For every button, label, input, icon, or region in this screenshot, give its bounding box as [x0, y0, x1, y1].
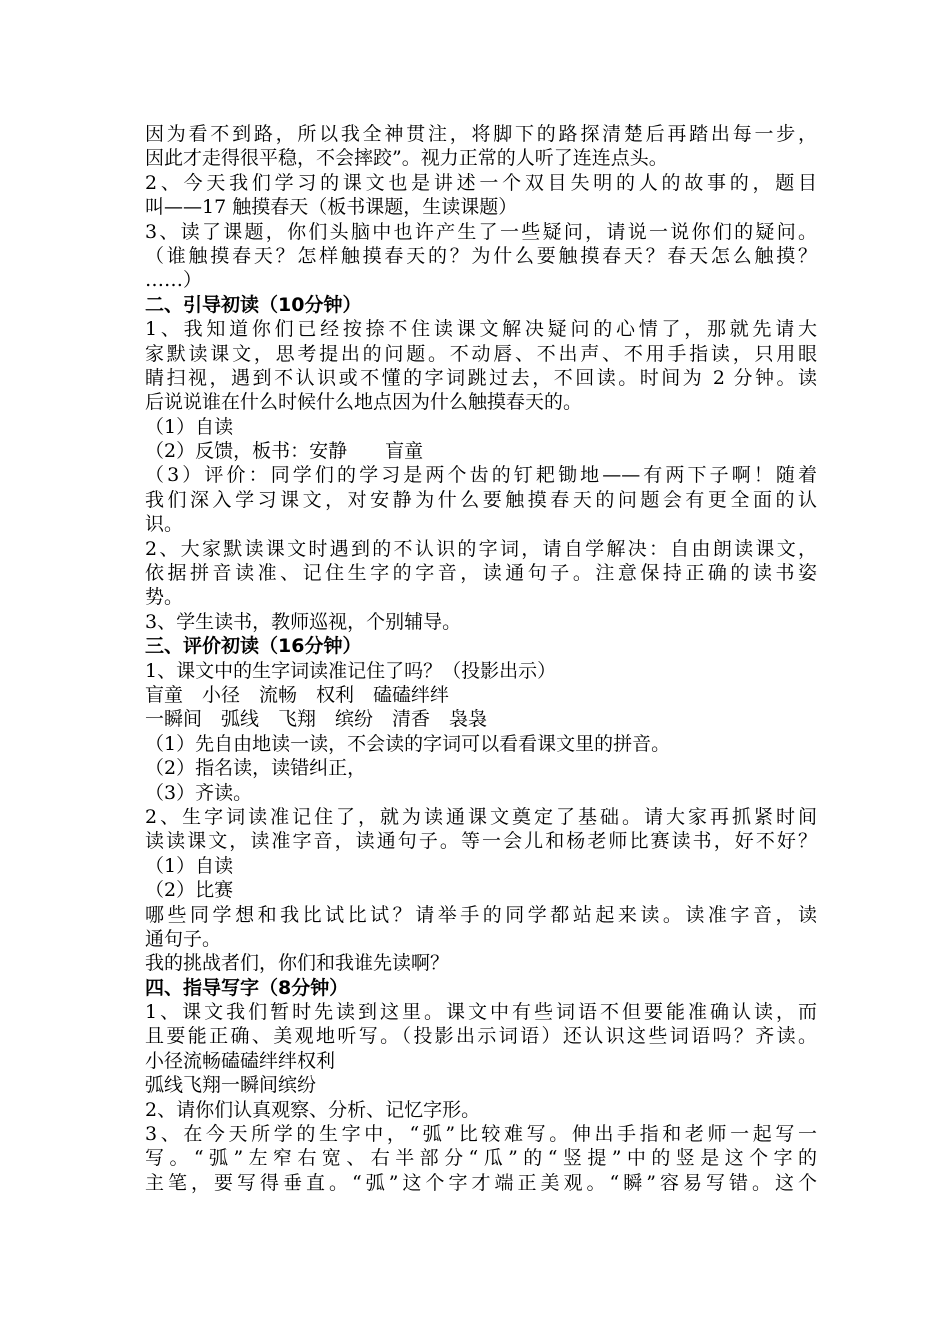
- text-line-content: 我的挑战者们，你们和我谁先读啊？: [145, 952, 450, 975]
- text-line-content: 且要能正确、美观地听写。（投影出示词语）还认识这些词语吗？齐读。: [145, 1025, 817, 1048]
- text-line: [145, 1073, 817, 1097]
- text-line: [145, 537, 817, 561]
- text-line: [145, 707, 817, 731]
- text-line: [145, 610, 817, 634]
- text-line: [145, 317, 817, 341]
- text-line-content: 四、指导写字（8分钟）: [145, 976, 349, 999]
- text-line: [145, 390, 817, 414]
- text-line: [145, 903, 817, 927]
- text-line-content: （1）自读: [145, 415, 234, 438]
- text-line-content: 2、今天我们学习的课文也是讲述一个双目失明的人的故事的，题目: [145, 171, 817, 194]
- text-line-content: 二、引导初读（10分钟）: [145, 293, 362, 316]
- text-line: [145, 463, 817, 487]
- text-line-content: （2）指名读，读错纠正，: [145, 757, 367, 780]
- text-line: [145, 683, 817, 707]
- text-line: [145, 829, 817, 853]
- text-line: [145, 1122, 817, 1146]
- text-line: [145, 122, 817, 146]
- text-line: [145, 1146, 817, 1170]
- text-line: [145, 439, 817, 463]
- text-line-content: 哪些同学想和我比试比试？请举手的同学都站起来读。读准字音，读: [145, 903, 817, 926]
- text-line: [145, 366, 817, 390]
- text-line-content: 盲童 小径 流畅 权利 磕磕绊绊: [145, 683, 450, 706]
- text-line: [145, 585, 817, 609]
- text-line-content: 家默读课文，思考提出的问题。不动唇、不出声、不用手指读，只用眼: [145, 342, 817, 365]
- text-line-content: 3、学生读书，教师巡视，个别辅导。: [145, 610, 462, 633]
- document-page: [145, 122, 817, 1195]
- text-line: [145, 415, 817, 439]
- text-line: [145, 1000, 817, 1024]
- text-line: [145, 561, 817, 585]
- text-line-content: 因为看不到路，所以我全神贯注，将脚下的路探清楚后再踏出每一步，: [145, 123, 817, 145]
- text-line-content: 一瞬间 弧线 飞翔 缤纷 清香 袅袅: [145, 708, 488, 731]
- text-line: [145, 927, 817, 951]
- text-line-content: （3）齐读。: [145, 781, 253, 804]
- text-line-content: 三、评价初读（16分钟）: [145, 635, 362, 658]
- text-line: [145, 951, 817, 975]
- section-heading: [145, 976, 817, 1000]
- text-line-content: （2）比赛: [145, 879, 234, 902]
- text-line-content: 通句子。: [145, 927, 222, 950]
- text-line: [145, 781, 817, 805]
- text-line: [145, 1049, 817, 1073]
- text-line: [145, 1171, 817, 1195]
- text-line-content: ……）: [145, 269, 203, 292]
- section-heading: [145, 293, 817, 317]
- text-line: [145, 171, 817, 195]
- text-line-content: 识。: [145, 513, 184, 536]
- text-line-content: 写。“弧”左窄右宽、右半部分“瓜”的“竖提”中的竖是这个字的: [145, 1147, 817, 1170]
- text-line-content: 3、读了课题，你们头脑中也许产生了一些疑问，请说一说你们的疑问。: [145, 220, 817, 243]
- text-line-content: 2、大家默读课文时遇到的不认识的字词，请自学解决：自由朗读课文，: [145, 537, 817, 560]
- text-line-content: 1、课文我们暂时先读到这里。课文中有些词语不但要能准确认读，而: [145, 1001, 817, 1024]
- text-line-content: 后说说谁在什么时候什么地点因为什么触摸春天的。: [145, 391, 583, 414]
- text-line-content: 叫——17 触摸春天（板书课题，生读课题）: [145, 196, 518, 219]
- text-line: [145, 756, 817, 780]
- text-line-content: （谁触摸春天？怎样触摸春天的？为什么要触摸春天？春天怎么触摸？: [145, 244, 817, 267]
- text-line-content: 2、生字词读准记住了，就为读通课文奠定了基础。请大家再抓紧时间: [145, 805, 817, 828]
- text-line: [145, 854, 817, 878]
- text-line-content: （3）评价：同学们的学习是两个齿的钉耙锄地——有两下子啊！随着: [145, 464, 817, 487]
- text-line-content: 1、课文中的生字词读准记住了吗？（投影出示）: [145, 659, 557, 682]
- text-line: [145, 244, 817, 268]
- text-line-content: 我们深入学习课文，对安静为什么要触摸春天的问题会有更全面的认: [145, 488, 817, 511]
- text-line-content: （1）自读: [145, 854, 234, 877]
- text-line-content: 因此才走得很平稳，不会摔跤”。视力正常的人听了连连点头。: [145, 147, 668, 170]
- text-line-content: 1、我知道你们已经按捺不住读课文解决疑问的心情了，那就先请大: [145, 318, 817, 341]
- text-line: [145, 342, 817, 366]
- text-line: [145, 878, 817, 902]
- text-line: [145, 512, 817, 536]
- text-line-content: 3、在今天所学的生字中，“弧”比较难写。伸出手指和老师一起写一: [145, 1123, 817, 1146]
- text-line-content: 读读课文，读准字音，读通句子。等一会儿和杨老师比赛读书，好不好？: [145, 830, 817, 853]
- text-line: [145, 195, 817, 219]
- text-line-content: （2）反馈，板书：安静 盲童: [145, 440, 424, 463]
- text-line-content: 依据拼音读准、记住生字的字音，读通句子。注意保持正确的读书姿: [145, 562, 817, 585]
- text-line-content: 势。: [145, 586, 184, 609]
- text-line: [145, 1024, 817, 1048]
- text-line: [145, 659, 817, 683]
- text-line: [145, 805, 817, 829]
- text-line: [145, 220, 817, 244]
- text-line: [145, 268, 817, 292]
- text-line-content: （1）先自由地读一读，不会读的字词可以看看课文里的拼音。: [145, 732, 671, 755]
- text-line-content: 2、请你们认真观察、分析、记忆字形。: [145, 1098, 481, 1121]
- text-line-content: 弧线飞翔一瞬间缤纷: [145, 1074, 317, 1097]
- text-line: [145, 488, 817, 512]
- text-line-content: 主笔，要写得垂直。“弧”这个字才端正美观。“瞬”容易写错。这个: [145, 1171, 817, 1194]
- text-line-content: 睛扫视，遇到不认识或不懂的字词跳过去，不回读。时间为 2 分钟。读: [145, 366, 817, 389]
- text-line: [145, 1098, 817, 1122]
- text-line-content: 小径流畅磕磕绊绊权利: [145, 1049, 336, 1072]
- text-line: [145, 146, 817, 170]
- text-line: [145, 732, 817, 756]
- section-heading: [145, 634, 817, 658]
